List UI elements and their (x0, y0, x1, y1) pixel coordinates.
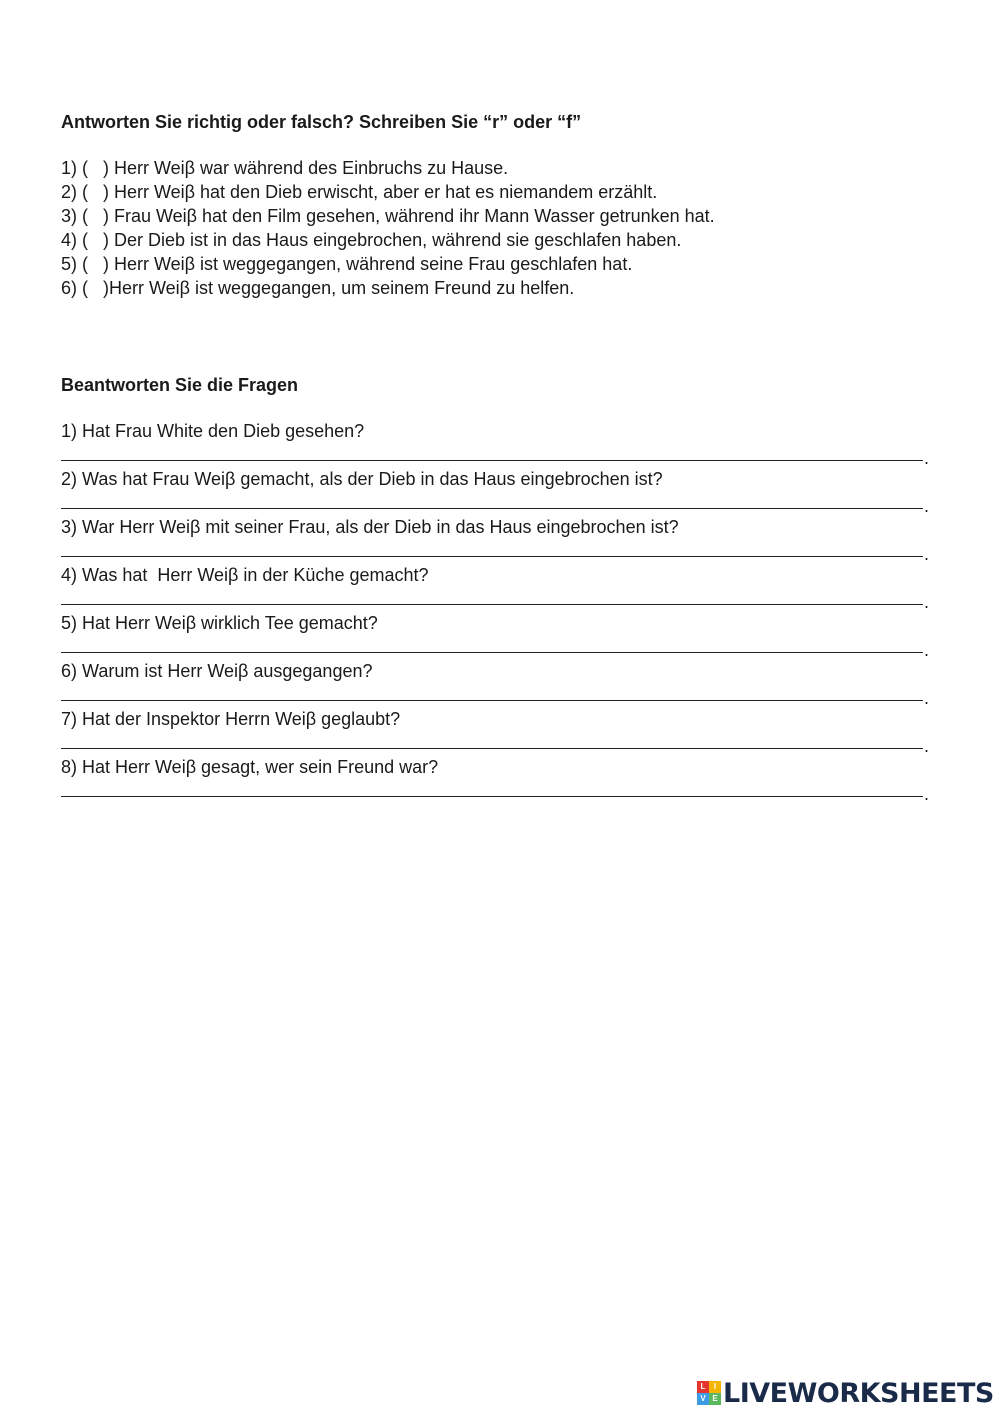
true-false-item-4: 4) ( ) Der Dieb ist in das Haus eingebrochen, während sie geschlafen haben. (61, 230, 682, 250)
question-1: 1) Hat Frau White den Dieb gesehen? (61, 421, 365, 441)
question-block-7 (61, 707, 941, 755)
question-block-6 (61, 659, 941, 707)
logo-mark-icon (697, 1381, 721, 1405)
true-false-item-1: 1) ( ) Herr Weiβ war während des Einbruchs zu Hause. (61, 158, 509, 178)
true-false-item-6: 6) ( )Herr Weiβ ist weggegangen, um seinem Freund zu helfen. (61, 278, 575, 298)
question-block-8 (61, 755, 941, 803)
true-false-item-5: 5) ( ) Herr Weiβ ist weggegangen, während seine Frau geschlafen hat. (61, 254, 633, 274)
question-2: 2) Was hat Frau Weiβ gemacht, als der Dieb in das Haus eingebrochen ist? (61, 469, 663, 489)
answer-end-dot: . (924, 688, 930, 708)
question-6: 6) Warum ist Herr Weiβ ausgegangen? (61, 661, 373, 681)
logo-letter-e: E (709, 1393, 721, 1405)
true-false-item-3: 3) ( ) Frau Weiβ hat den Film gesehen, während ihr Mann Wasser getrunken hat. (61, 206, 715, 226)
questions-heading: Beantworten Sie die Fragen (61, 375, 299, 395)
answer-end-dot: . (924, 544, 930, 564)
question-block-1 (61, 419, 941, 467)
true-false-item-2: 2) ( ) Herr Weiβ hat den Dieb erwischt, aber er hat es niemandem erzählt. (61, 182, 658, 202)
question-block-5 (61, 611, 941, 659)
answer-line-1[interactable] (61, 460, 923, 461)
logo-text: LIVEWORKSHEETS (723, 1377, 994, 1409)
true-false-list (61, 156, 715, 300)
logo-letter-i: I (709, 1381, 721, 1393)
answer-end-dot: . (924, 784, 930, 804)
question-4: 4) Was hat Herr Weiβ in der Küche gemacht? (61, 565, 429, 585)
answer-line-7[interactable] (61, 748, 923, 749)
question-3: 3) War Herr Weiβ mit seiner Frau, als der Dieb in das Haus eingebrochen ist? (61, 517, 679, 537)
true-false-heading: Antworten Sie richtig oder falsch? Schreiben Sie “r” oder “f” (61, 112, 582, 132)
answer-line-5[interactable] (61, 652, 923, 653)
answer-end-dot: . (924, 496, 930, 516)
answer-end-dot: . (924, 448, 930, 468)
question-block-4 (61, 563, 941, 611)
question-5: 5) Hat Herr Weiβ wirklich Tee gemacht? (61, 613, 378, 633)
question-block-2 (61, 467, 941, 515)
answer-line-6[interactable] (61, 700, 923, 701)
questions-list (61, 419, 941, 803)
answer-end-dot: . (924, 736, 930, 756)
answer-line-3[interactable] (61, 556, 923, 557)
answer-line-2[interactable] (61, 508, 923, 509)
question-block-3 (61, 515, 941, 563)
answer-line-8[interactable] (61, 796, 923, 797)
question-7: 7) Hat der Inspektor Herrn Weiβ geglaubt? (61, 709, 401, 729)
answer-end-dot: . (924, 592, 930, 612)
answer-end-dot: . (924, 640, 930, 660)
logo-letter-v: V (697, 1393, 709, 1405)
answer-line-4[interactable] (61, 604, 923, 605)
liveworksheets-logo (697, 1377, 994, 1409)
question-8: 8) Hat Herr Weiβ gesagt, wer sein Freund war? (61, 757, 439, 777)
logo-letter-l: L (697, 1381, 709, 1393)
